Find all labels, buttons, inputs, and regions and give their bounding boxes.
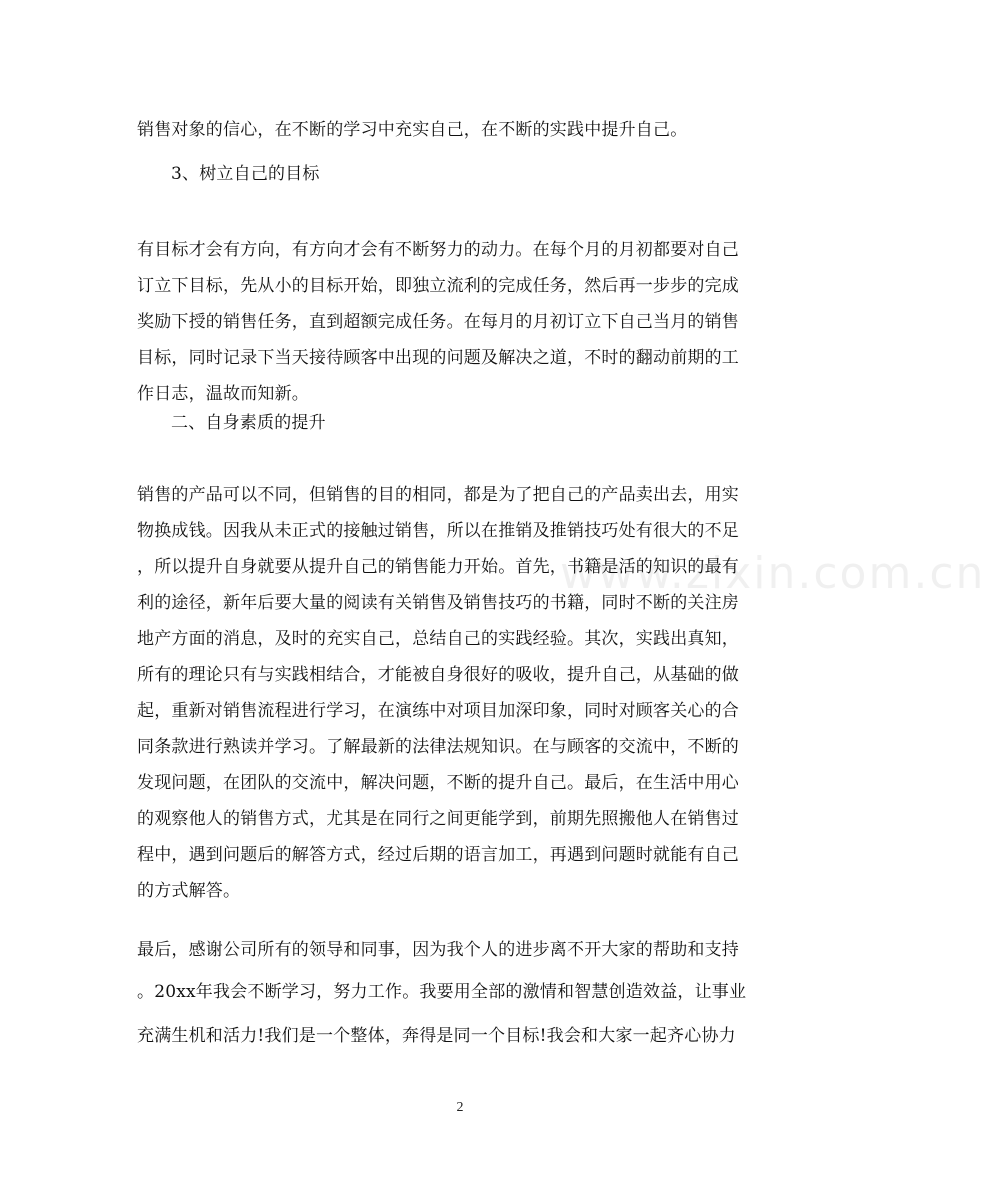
text-line: 奖励下授的销售任务，直到超额完成任务。在每月的月初订立下自己当月的销售 [137,312,739,332]
text-line: 物换成钱。因我从未正式的接触过销售，所以在推销及推销技巧处有很大的不足 [137,521,739,541]
watermark: www.zixin.com.cn [560,548,985,599]
text-line: 销售对象的信心，在不断的学习中充实自己，在不断的实践中提升自己。 [137,120,688,140]
paragraph-3 [137,477,777,909]
text-line: 利的途径，新年后要大量的阅读有关销售及销售技巧的书籍，同时不断的关注房 [137,593,739,613]
text-line: 销售的产品可以不同，但销售的目的相同，都是为了把自己的产品卖出去，用实 [137,485,739,505]
heading-text: 二、自身素质的提升 [171,413,326,433]
text-line: 有目标才会有方向，有方向才会有不断努力的动力。在每个月的月初都要对自己 [137,240,739,260]
text-line: 。20xx年我会不断学习，努力工作。我要用全部的激情和智慧创造效益，让事业 [137,982,747,1002]
heading-text: 3、树立自己的目标 [171,164,320,184]
text-line: 最后，感谢公司所有的领导和同事，因为我个人的进步离不开大家的帮助和支持 [137,940,739,960]
text-line: 地产方面的消息，及时的充实自己，总结自己的实践经验。其次，实践出真知， [137,629,739,649]
page-number: 2 [456,1100,464,1115]
text-line: 订立下目标，先从小的目标开始，即独立流利的完成任务，然后再一步步的完成 [137,276,739,296]
text-line: ，所以提升自身就要从提升自己的销售能力开始。首先，书籍是活的知识的最有 [137,557,739,577]
text-line: 所有的理论只有与实践相结合，才能被自身很好的吸收，提升自己，从基础的做 [137,665,739,685]
section-heading-goals [137,156,777,192]
paragraph-1 [137,112,777,148]
section-heading-self-improvement [137,405,777,441]
text-line: 程中，遇到问题后的解答方式，经过后期的语言加工，再遇到问题时就能有自己 [137,845,739,865]
text-line: 作日志，温故而知新。 [137,384,309,404]
text-line: 起，重新对销售流程进行学习，在演练中对项目加深印象，同时对顾客关心的合 [137,701,739,721]
text-line: 充满生机和活力!我们是一个整体，奔得是同一个目标!我会和大家一起齐心协力 [137,1026,736,1046]
text-line: 发现问题，在团队的交流中，解决问题，不断的提升自己。最后，在生活中用心 [137,773,739,793]
text-line: 目标，同时记录下当天接待顾客中出现的问题及解决之道，不时的翻动前期的工 [137,348,739,368]
paragraph-4 [137,932,777,1054]
text-line: 同条款进行熟读并学习。了解最新的法律法规知识。在与顾客的交流中，不断的 [137,737,739,757]
paragraph-2 [137,232,777,412]
text-line: 的方式解答。 [137,881,241,901]
text-line: 的观察他人的销售方式，尤其是在同行之间更能学到，前期先照搬他人在销售过 [137,809,739,829]
